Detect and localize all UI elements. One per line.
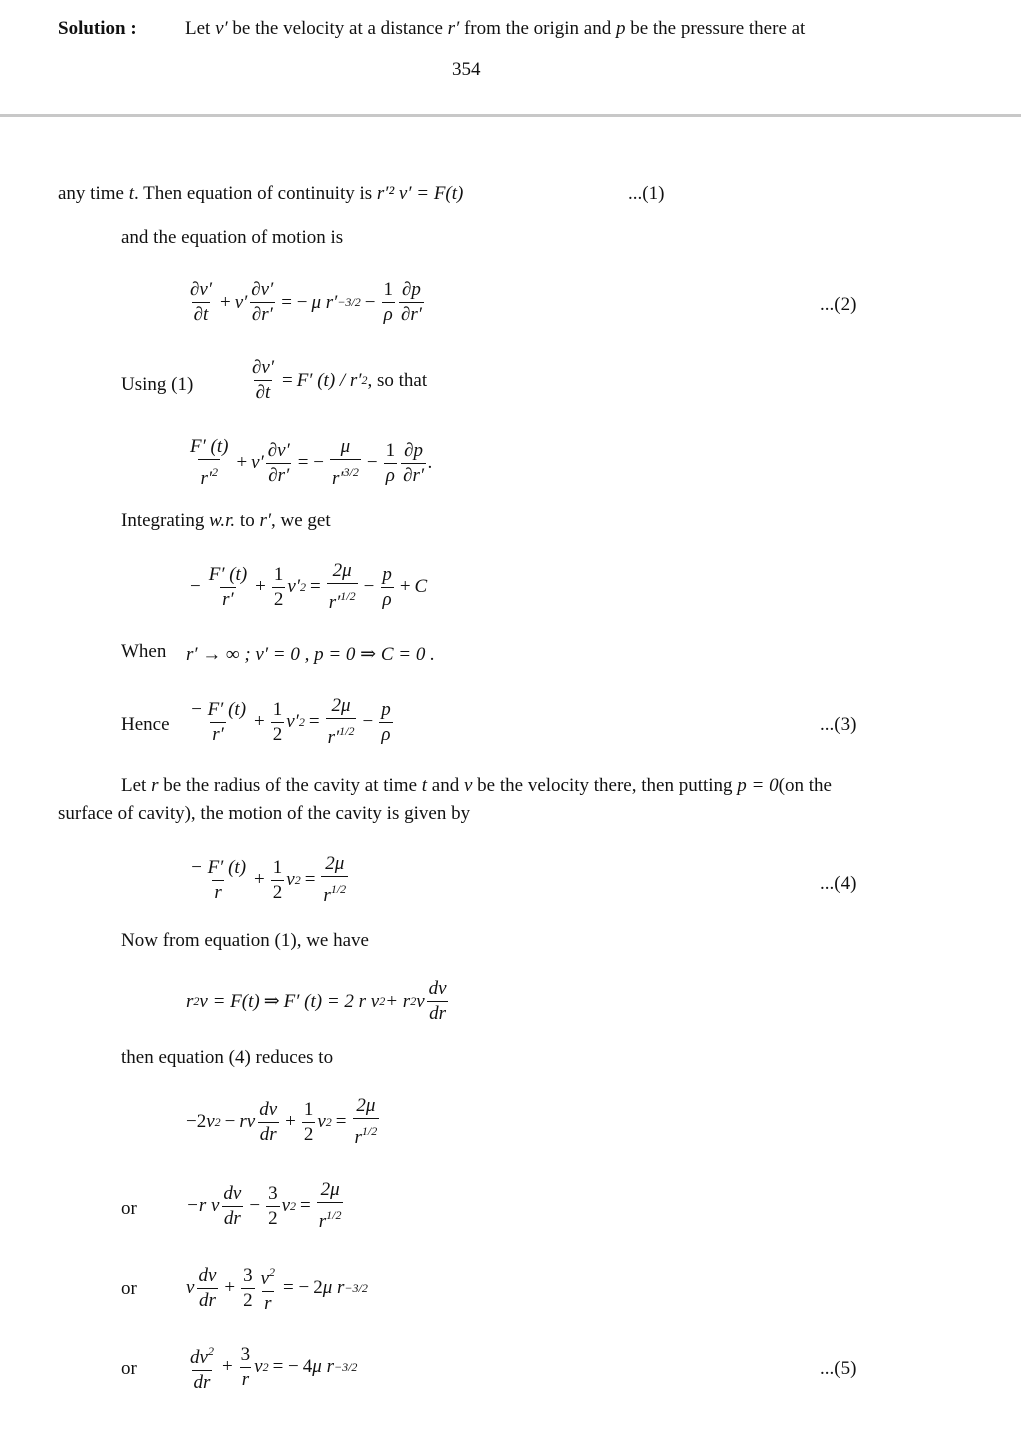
eq5-number: ...(5) <box>820 1358 857 1379</box>
intro-mid: be the velocity at a distance <box>232 18 443 39</box>
reduces-sentence: then equation (4) reduces to <box>121 1047 334 1068</box>
intro-v: v′ <box>215 18 228 39</box>
cavity-paragraph-line2: surface of cavity), the motion of the cavity is given by <box>58 803 471 824</box>
eq3-number: ...(3) <box>820 714 857 735</box>
or-label-3: or <box>121 1358 137 1379</box>
para-e: (on the <box>778 775 832 796</box>
motion-intro: and the equation of motion is <box>121 227 344 248</box>
when-label: When <box>121 641 167 662</box>
page-divider <box>0 114 1021 117</box>
line1-t: t <box>128 183 134 204</box>
substituted-equation: F′ (t) $r'^2$ + v′ $\frac{\partial v'}{\partial r'}$ = − $\frac{\mu}{r'^{3/2}}$ − $\frac{1}{\rho}$ ∂p ∂r′ . <box>190 436 433 489</box>
intro-sentence <box>185 18 805 40</box>
integrating-b: , we get <box>271 510 331 531</box>
when-math: r′ → ∞ ; v′ = 0 , p = 0 ⇒ C = 0 . <box>186 644 435 665</box>
integrating-wr: w.r. <box>209 510 236 531</box>
solution-label: Solution : <box>58 18 137 39</box>
para-v: v <box>463 775 473 796</box>
now-from-sentence: Now from equation (1), we have <box>121 930 369 951</box>
para-p: p = 0 <box>737 775 779 796</box>
equation-5: $dv^2$ dr + $\frac{3}{r}$ v 2 = − 4 μ r −3/2 <box>190 1343 358 1393</box>
para-r: r <box>151 775 159 796</box>
cavity-paragraph-line1 <box>121 775 832 797</box>
eq1-math: r′² v′ = F(t) <box>376 183 464 204</box>
so-that-text: , so that <box>367 369 428 391</box>
para-a: Let <box>121 775 147 796</box>
para-t: t <box>421 775 428 796</box>
integrating-sentence <box>121 510 331 532</box>
intro-mid2: from the origin and <box>463 18 612 39</box>
para-b: be the radius of the cavity at time <box>163 775 418 796</box>
or-label-1: or <box>121 1198 137 1219</box>
equation-4: − F′ (t) r + $\frac{1}{2}$ v 2 = $\frac{2\mu}{r^{1/2}}$ <box>190 853 347 906</box>
or-equation-1: −r v dv dr − $\frac{3}{2}$ v 2 = $\frac{2\mu}{r^{1/2}}$ <box>186 1179 342 1232</box>
integrating-a: Integrating <box>121 510 205 531</box>
eq2-number: ...(2) <box>820 294 857 315</box>
eq4-number: ...(4) <box>820 873 857 894</box>
integrated-equation: − $\frac{F' (t)}{r'}$ + $\frac{1}{2}$ v′ 2 = $\frac{2\mu}{r'^{1/2}}$ − $\frac{p}{\rho}$ + C <box>190 560 428 613</box>
reduced-equation: −2 v 2 − rv $\frac{dv}{dr}$ + $\frac{1}{2}$ v 2 = $\frac{2\mu}{r^{1/2}}$ <box>186 1095 378 1148</box>
intro-r: r′ <box>447 18 460 39</box>
eq1-number: ...(1) <box>628 183 665 204</box>
integrating-r: r′ <box>259 510 272 531</box>
equation-2: ∂v′ ∂t + v′ $\frac{\partial v'}{\partial r'}$ = − μ r′ −3/2 − $\frac{1}{\rho}$ ∂p ∂r′ <box>190 279 422 325</box>
using-equation: $\frac{\partial v'}{\partial t}$ = F′ (t) / r′ 2 , so that <box>252 357 428 403</box>
integrating-to: to <box>239 510 255 531</box>
line1-a: any time <box>58 183 124 204</box>
intro-end: be the pressure there at <box>630 18 806 39</box>
using-label: Using (1) <box>121 374 194 395</box>
continuity-sentence <box>58 183 463 205</box>
or-equation-2: v dv dr + $\frac{3}{2}$ $\frac{v^2}{r}$ = − 2 μ r −3/2 <box>186 1264 368 1314</box>
intro-let: Let <box>185 18 211 39</box>
para-c: and <box>431 775 460 796</box>
derivative-equation: r 2 v = F(t) ⇒ F′ (t) = 2 r v 2 + r 2 v dv dr <box>186 978 447 1024</box>
hence-label: Hence <box>121 714 170 735</box>
or-label-2: or <box>121 1278 137 1299</box>
intro-p: p <box>615 18 626 39</box>
page-number: 354 <box>452 59 481 80</box>
para-d: be the velocity there, then putting <box>477 775 733 796</box>
equation-3: − F′ (t) r′ + $\frac{1}{2}$ v′ 2 = $\frac{2\mu}{r'^{1/2}}$ − $\frac{p}{\rho}$ <box>190 695 391 748</box>
line1-b: . Then equation of continuity is <box>133 183 373 204</box>
